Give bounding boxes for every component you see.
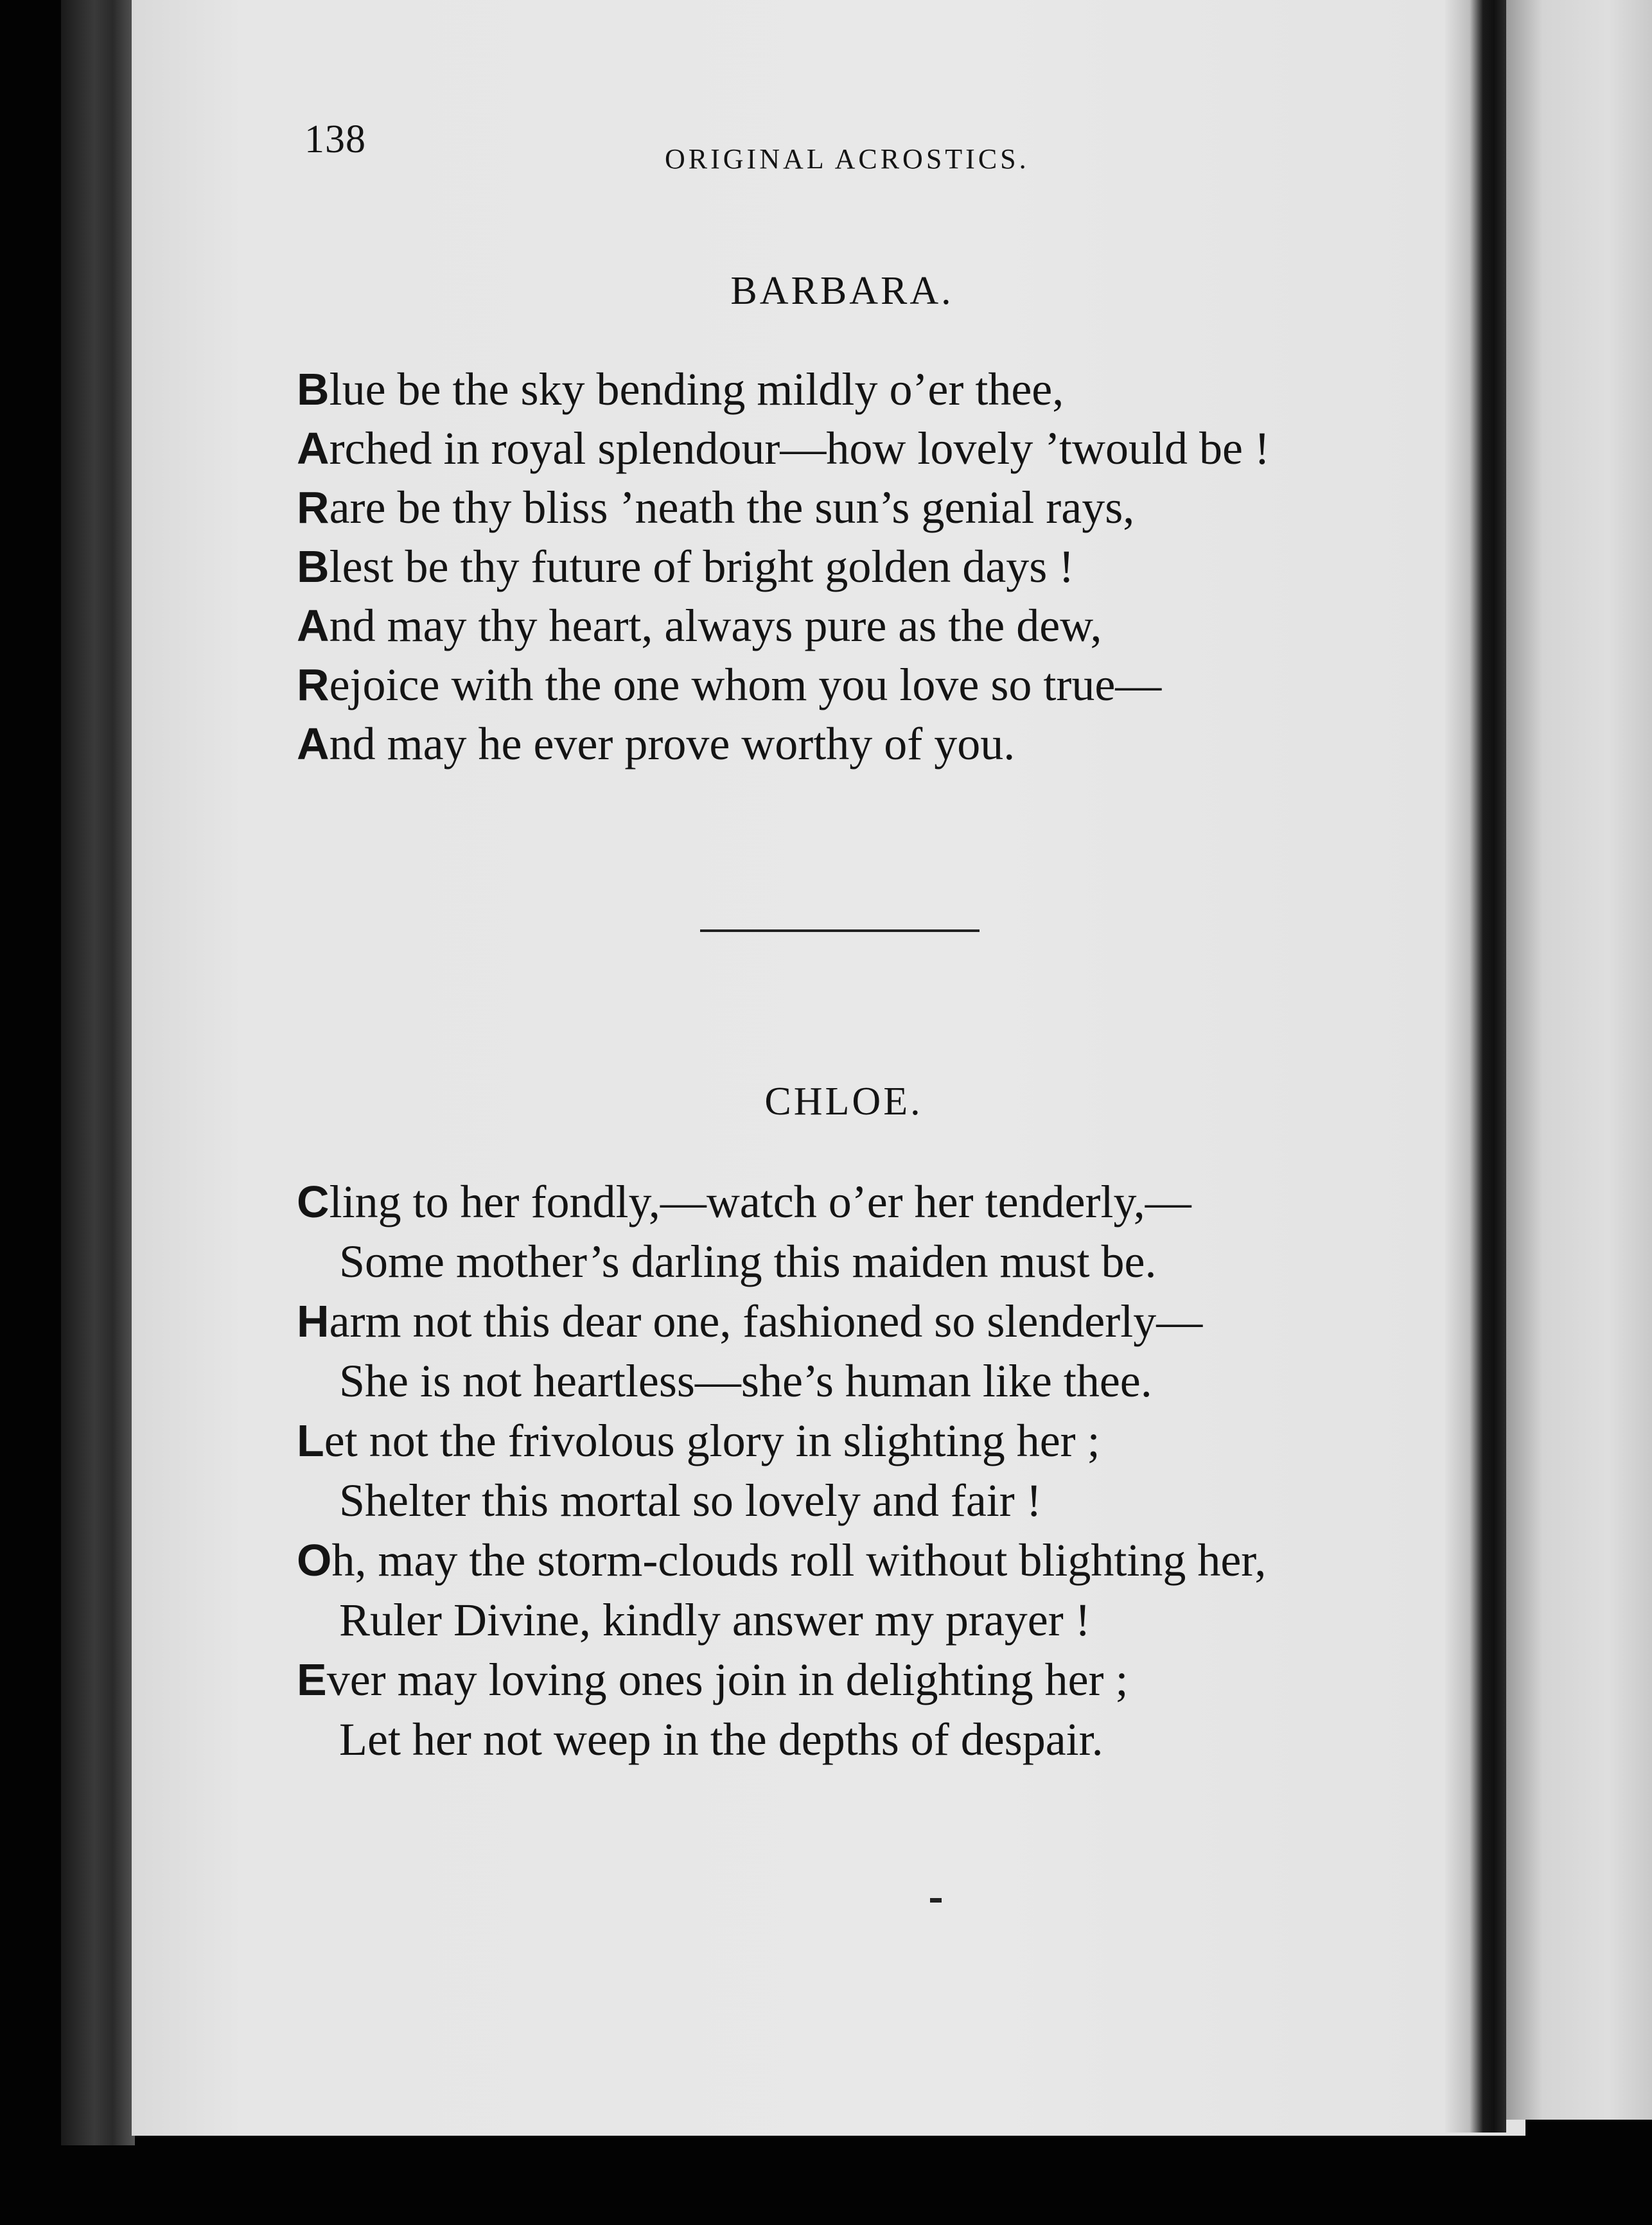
line-text: nd may he ever prove worthy of you. xyxy=(329,718,1015,770)
poem-line xyxy=(297,596,1270,655)
facing-page-edge xyxy=(1506,0,1652,2120)
acrostic-initial: B xyxy=(297,364,330,414)
line-text: are be thy bliss ’neath the sun’s genial rays, xyxy=(329,482,1135,533)
line-text: Let her not weep in the depths of despair. xyxy=(339,1714,1103,1765)
line-text: ling to her fondly,—watch o’er her tenderly,— xyxy=(329,1176,1191,1227)
poem-line-indented xyxy=(297,1232,1266,1292)
printer-mark xyxy=(930,1898,942,1903)
line-text: Shelter this mortal so lovely and fair ! xyxy=(339,1475,1042,1526)
poem-line xyxy=(297,655,1270,714)
acrostic-initial: R xyxy=(297,660,330,710)
line-text: She is not heartless—she’s human like thee. xyxy=(339,1355,1152,1407)
acrostic-initial: L xyxy=(297,1416,324,1466)
page-fold-shadow xyxy=(1445,0,1506,2133)
poem-line-indented xyxy=(297,1471,1266,1531)
line-text: h, may the storm-clouds roll without blighting her, xyxy=(331,1535,1267,1586)
poem-line xyxy=(297,419,1270,478)
acrostic-initial: B xyxy=(297,541,330,592)
poem-chloe xyxy=(297,1172,1266,1770)
line-text: lest be thy future of bright golden days ! xyxy=(329,541,1075,592)
poem-title-chloe: CHLOE. xyxy=(764,1080,923,1123)
line-text: arm not this dear one, fashioned so slenderly— xyxy=(329,1296,1203,1347)
poem-line xyxy=(297,714,1270,773)
book-binding-gutter xyxy=(61,0,135,2145)
acrostic-initial: O xyxy=(297,1535,332,1585)
page-number: 138 xyxy=(304,118,366,161)
acrostic-initial: A xyxy=(297,601,330,651)
line-text: rched in royal splendour—how lovely ’twould be ! xyxy=(329,423,1270,474)
poem-line xyxy=(297,1172,1266,1232)
acrostic-initial: A xyxy=(297,423,330,473)
line-text: Ruler Divine, kindly answer my prayer ! xyxy=(339,1594,1091,1646)
poem-line xyxy=(297,1531,1266,1590)
acrostic-initial: H xyxy=(297,1296,330,1346)
poem-line xyxy=(297,478,1270,537)
poem-barbara xyxy=(297,360,1270,773)
running-title: ORIGINAL ACROSTICS. xyxy=(665,143,1030,175)
line-text: et not the frivolous glory in slighting her ; xyxy=(324,1415,1100,1466)
poem-line-indented xyxy=(297,1710,1266,1770)
poem-line xyxy=(297,360,1270,419)
poem-line-indented xyxy=(297,1351,1266,1411)
page-paper xyxy=(132,0,1525,2136)
acrostic-initial: A xyxy=(297,719,330,769)
line-text: nd may thy heart, always pure as the dew, xyxy=(329,600,1102,651)
line-text: Some mother’s darling this maiden must be. xyxy=(339,1236,1157,1287)
poem-line xyxy=(297,1650,1266,1710)
acrostic-initial: R xyxy=(297,482,330,532)
acrostic-initial: E xyxy=(297,1655,327,1705)
section-divider xyxy=(700,929,980,932)
line-text: lue be the sky bending mildly o’er thee, xyxy=(329,364,1064,415)
poem-line xyxy=(297,537,1270,596)
line-text: ejoice with the one whom you love so true— xyxy=(329,659,1162,710)
line-text: ver may loving ones join in delighting her ; xyxy=(326,1654,1129,1705)
acrostic-initial: C xyxy=(297,1177,330,1227)
poem-line-indented xyxy=(297,1590,1266,1650)
poem-title-barbara: BARBARA. xyxy=(730,269,954,313)
poem-line xyxy=(297,1292,1266,1351)
poem-line xyxy=(297,1411,1266,1471)
